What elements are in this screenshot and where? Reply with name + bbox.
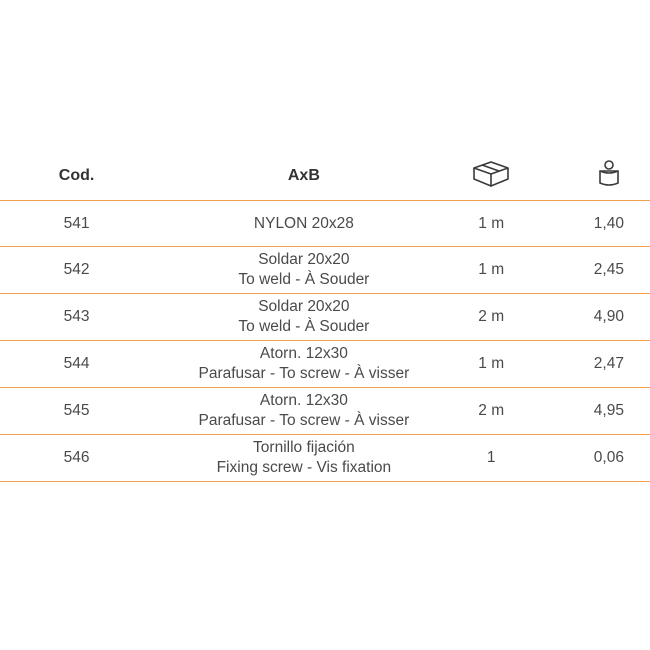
header-price <box>568 158 650 194</box>
desc-line: To weld - À Souder <box>238 271 370 288</box>
table-row <box>0 435 650 482</box>
cell-price: 0,06 <box>593 449 624 466</box>
header-desc: AxB <box>287 167 320 184</box>
product-table <box>0 152 650 482</box>
cell-price: 4,95 <box>593 402 624 419</box>
cell-price: 2,45 <box>593 261 624 278</box>
cell-length: 1 m <box>478 214 505 232</box>
cell-length: 1 m <box>478 355 505 372</box>
cell-length: 1 <box>486 449 496 466</box>
table-row <box>0 294 650 341</box>
desc-line: Soldar 20x20 <box>258 251 350 268</box>
desc-line: Fixing screw - Vis fixation <box>216 459 392 476</box>
table-row <box>0 388 650 435</box>
desc-line: Atorn. 12x30 <box>259 345 348 362</box>
cell-price: 1,40 <box>593 214 624 232</box>
cell-code: 541 <box>63 214 90 232</box>
cell-desc <box>153 344 455 384</box>
table-row <box>0 247 650 294</box>
cell-price: 2,47 <box>593 355 624 372</box>
table-row <box>0 341 650 388</box>
cell-code: 542 <box>63 261 90 278</box>
cell-length: 1 m <box>478 261 505 278</box>
cell-code: 545 <box>63 402 90 419</box>
desc-line: Tornillo fijación <box>253 439 355 456</box>
cell-code: 546 <box>63 449 90 466</box>
desc-line: NYLON 20x28 <box>253 214 354 232</box>
desc-line: Atorn. 12x30 <box>259 392 348 409</box>
cell-code: 544 <box>63 355 90 372</box>
cell-length: 2 m <box>478 308 505 325</box>
cell-desc <box>153 438 455 478</box>
desc-line: Soldar 20x20 <box>258 298 350 315</box>
cell-desc <box>153 250 455 290</box>
cell-length: 2 m <box>478 402 505 419</box>
table-header <box>0 152 650 201</box>
cell-desc <box>153 391 455 431</box>
cell-desc <box>153 214 455 234</box>
cell-code: 543 <box>63 308 90 325</box>
desc-line: Parafusar - To screw - À visser <box>198 412 410 429</box>
box-icon <box>471 158 511 194</box>
desc-line: Parafusar - To screw - À visser <box>198 365 410 382</box>
header-code: Cod. <box>58 167 95 184</box>
desc-line: To weld - À Souder <box>238 318 370 335</box>
table-row <box>0 201 650 247</box>
cell-desc <box>153 297 455 337</box>
weight-icon <box>594 158 624 194</box>
cell-price: 4,90 <box>593 308 624 325</box>
header-length <box>455 158 528 194</box>
